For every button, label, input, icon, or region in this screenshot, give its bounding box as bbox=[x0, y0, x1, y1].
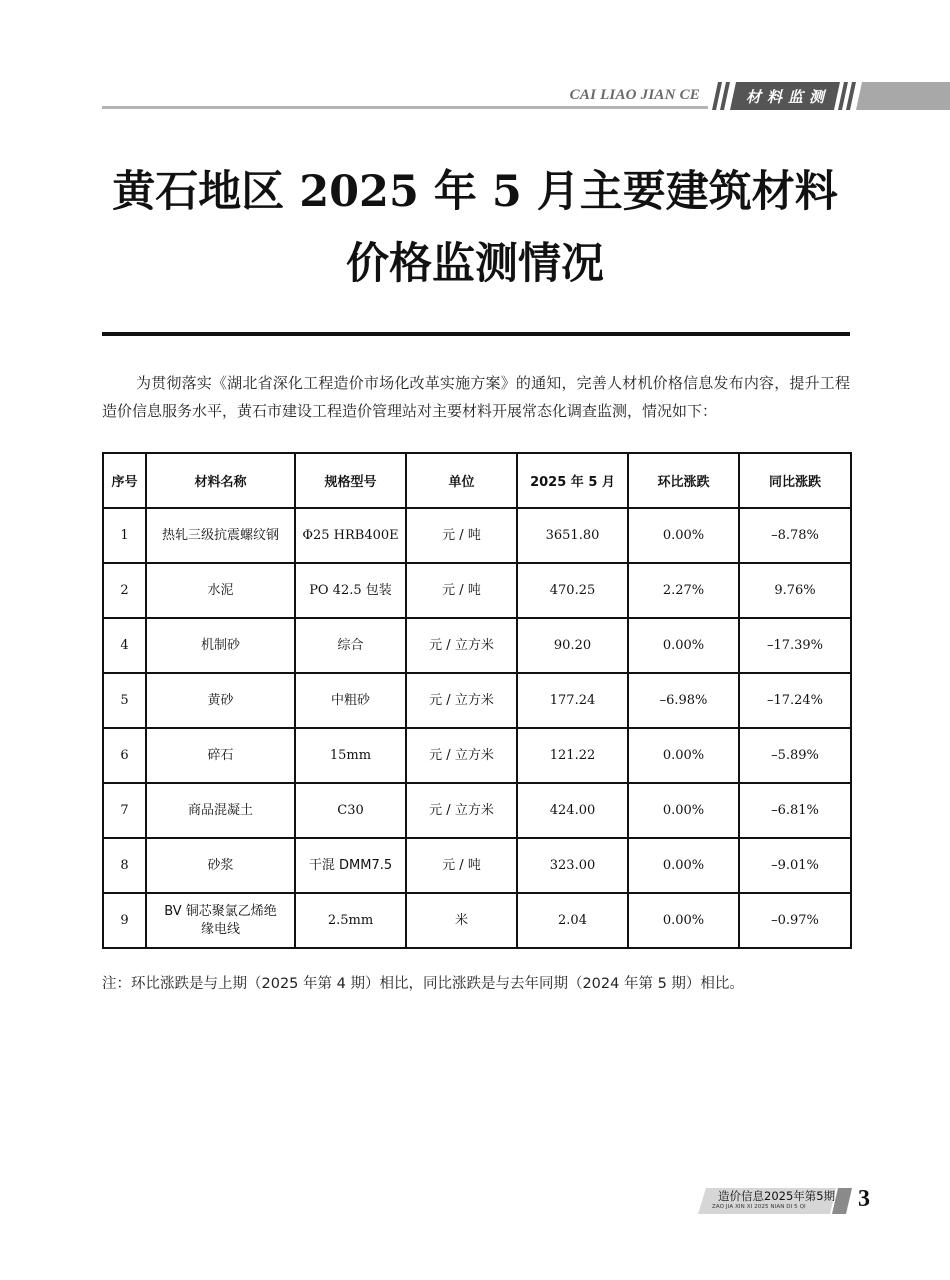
cell-name: 水泥 bbox=[146, 563, 295, 618]
cell-price: 424.00 bbox=[517, 783, 628, 838]
cell-spec: 干混 DMM7.5 bbox=[295, 838, 406, 893]
table-header-row bbox=[103, 453, 851, 508]
table-row bbox=[103, 838, 851, 893]
cell-spec: C30 bbox=[295, 783, 406, 838]
section-name-en: CAI LIAO JIAN CE bbox=[569, 87, 700, 103]
cell-yoy: 9.76% bbox=[739, 563, 851, 618]
cell-unit: 元 / 立方米 bbox=[406, 783, 517, 838]
cell-name: BV 铜芯聚氯乙烯绝缘电线 bbox=[146, 893, 295, 948]
cell-name: 热轧三级抗震螺纹钢 bbox=[146, 508, 295, 563]
cell-mom: 0.00% bbox=[628, 893, 739, 948]
section-name-cn: 材料监测 bbox=[746, 88, 831, 106]
cell-no: 2 bbox=[103, 563, 146, 618]
cell-price: 2.04 bbox=[517, 893, 628, 948]
cell-price: 177.24 bbox=[517, 673, 628, 728]
header-unit: 单位 bbox=[406, 453, 517, 508]
title-rule bbox=[102, 332, 850, 336]
cell-spec: 2.5mm bbox=[295, 893, 406, 948]
cell-name: 机制砂 bbox=[146, 618, 295, 673]
cell-mom: 0.00% bbox=[628, 783, 739, 838]
header-name: 材料名称 bbox=[146, 453, 295, 508]
table-row bbox=[103, 618, 851, 673]
header-price: 2025 年 5 月 bbox=[517, 453, 628, 508]
cell-yoy: –8.78% bbox=[739, 508, 851, 563]
cell-name: 砂浆 bbox=[146, 838, 295, 893]
header-spec: 规格型号 bbox=[295, 453, 406, 508]
cell-unit: 米 bbox=[406, 893, 517, 948]
cell-spec: 15mm bbox=[295, 728, 406, 783]
cell-spec: Φ25 HRB400E bbox=[295, 508, 406, 563]
page-number: 3 bbox=[858, 1186, 870, 1212]
cell-yoy: –5.89% bbox=[739, 728, 851, 783]
table-row bbox=[103, 728, 851, 783]
cell-no: 9 bbox=[103, 893, 146, 948]
cell-no: 7 bbox=[103, 783, 146, 838]
table-row bbox=[103, 508, 851, 563]
cell-yoy: –9.01% bbox=[739, 838, 851, 893]
cell-mom: 0.00% bbox=[628, 618, 739, 673]
cell-name: 黄砂 bbox=[146, 673, 295, 728]
page-title-line-2: 价格监测情况 bbox=[346, 239, 604, 289]
cell-unit: 元 / 吨 bbox=[406, 563, 517, 618]
cell-price: 3651.80 bbox=[517, 508, 628, 563]
page-title bbox=[60, 156, 890, 300]
cell-no: 5 bbox=[103, 673, 146, 728]
cell-no: 1 bbox=[103, 508, 146, 563]
cell-spec: 综合 bbox=[295, 618, 406, 673]
footer-issue-cn: 造价信息2025年第5期 bbox=[718, 1189, 836, 1203]
header-no: 序号 bbox=[103, 453, 146, 508]
cell-price: 90.20 bbox=[517, 618, 628, 673]
cell-unit: 元 / 立方米 bbox=[406, 673, 517, 728]
cell-no: 6 bbox=[103, 728, 146, 783]
footer-issue-en: ZAO JIA XIN XI 2025 NIAN DI 5 QI bbox=[712, 1204, 806, 1210]
cell-name: 碎石 bbox=[146, 728, 295, 783]
cell-price: 470.25 bbox=[517, 563, 628, 618]
cell-name: 商品混凝土 bbox=[146, 783, 295, 838]
cell-mom: 0.00% bbox=[628, 728, 739, 783]
header-yoy: 同比涨跌 bbox=[739, 453, 851, 508]
cell-unit: 元 / 立方米 bbox=[406, 618, 517, 673]
table-note: 注：环比涨跌是与上期（2025 年第 4 期）相比，同比涨跌是与去年同期（2024 年第 5 期）相比。 bbox=[102, 976, 744, 992]
cell-spec: 中粗砂 bbox=[295, 673, 406, 728]
cell-spec: PO 42.5 包装 bbox=[295, 563, 406, 618]
table-row bbox=[103, 563, 851, 618]
cell-no: 8 bbox=[103, 838, 146, 893]
header-mom: 环比涨跌 bbox=[628, 453, 739, 508]
intro-paragraph: 为贯彻落实《湖北省深化工程造价市场化改革实施方案》的通知，完善人材机价格信息发布内容，提升工程造价信息服务水平，黄石市建设工程造价管理站对主要材料开展常态化调查监测，情况如下： bbox=[102, 374, 850, 420]
cell-mom: –6.98% bbox=[628, 673, 739, 728]
table-row bbox=[103, 893, 851, 948]
cell-mom: 2.27% bbox=[628, 563, 739, 618]
header-rule bbox=[102, 106, 708, 109]
cell-yoy: –6.81% bbox=[739, 783, 851, 838]
table-row bbox=[103, 673, 851, 728]
cell-price: 121.22 bbox=[517, 728, 628, 783]
cell-price: 323.00 bbox=[517, 838, 628, 893]
page-title-line-1: 黄石地区 2025 年 5 月主要建筑材料 bbox=[112, 167, 838, 217]
table-row bbox=[103, 783, 851, 838]
cell-unit: 元 / 吨 bbox=[406, 508, 517, 563]
cell-mom: 0.00% bbox=[628, 508, 739, 563]
cell-no: 4 bbox=[103, 618, 146, 673]
cell-unit: 元 / 吨 bbox=[406, 838, 517, 893]
cell-yoy: –17.24% bbox=[739, 673, 851, 728]
cell-yoy: –0.97% bbox=[739, 893, 851, 948]
cell-mom: 0.00% bbox=[628, 838, 739, 893]
cell-unit: 元 / 立方米 bbox=[406, 728, 517, 783]
cell-yoy: –17.39% bbox=[739, 618, 851, 673]
material-price-table bbox=[102, 452, 852, 949]
